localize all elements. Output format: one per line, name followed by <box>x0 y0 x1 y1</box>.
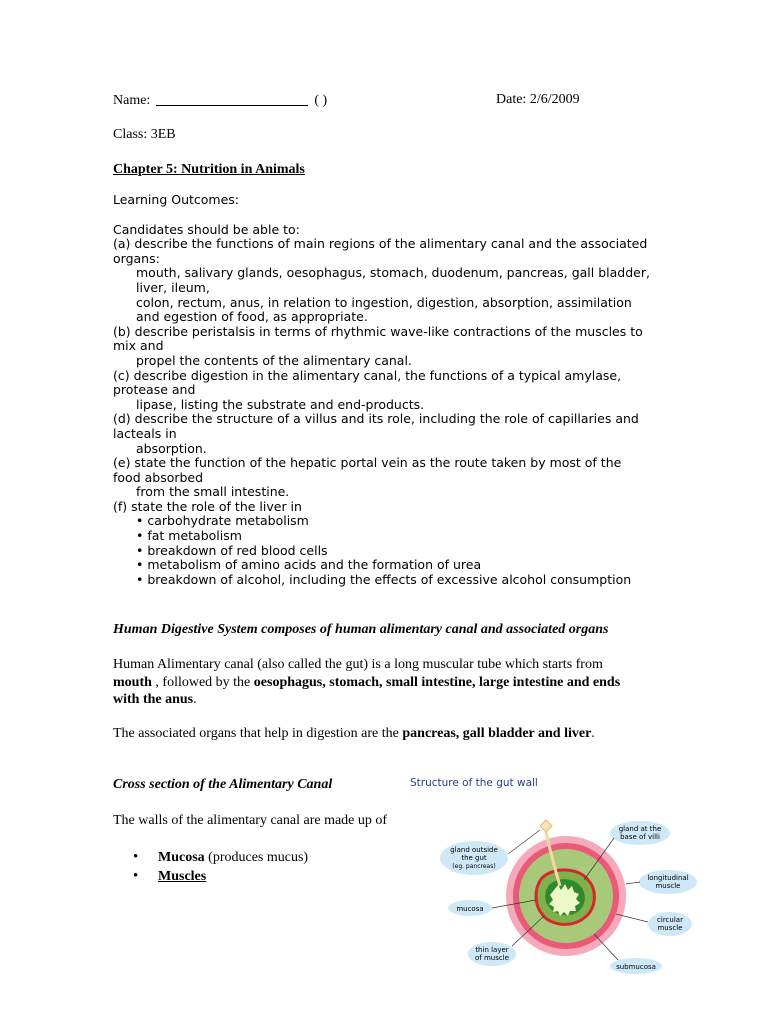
outcome-line: (a) describe the functions of main regions of the alimentary canal and the associated <box>113 236 648 252</box>
assoc-end: . <box>591 726 595 741</box>
label-gland-outside-2: the gut <box>461 854 487 862</box>
outcome-line: colon, rectum, anus, in relation to ingestion, digestion, absorption, assimilation <box>136 294 632 310</box>
diagram-title: Structure of the gut wall <box>410 777 538 789</box>
outcome-line: (f) state the role of the liver in <box>113 498 302 514</box>
label-gland-outside-3: (eg. pancreas) <box>452 863 496 870</box>
associated-organs-paragraph <box>113 726 673 742</box>
label-thin-1: thin layer <box>475 946 509 954</box>
pointer-longitudinal <box>626 882 640 884</box>
outcome-line: • breakdown of alcohol, including the effects of excessive alcohol consumption <box>136 571 632 587</box>
outcome-line: lipase, listing the substrate and end-products. <box>136 396 425 412</box>
chapter-title: Chapter 5: Nutrition in Animals <box>113 162 305 177</box>
outcome-line: organs: <box>113 250 160 266</box>
outcome-line: absorption. <box>136 440 207 456</box>
name-blank[interactable] <box>156 92 308 106</box>
gut-intro: Human Alimentary canal (also called the gut) is a long muscular tube which starts from <box>113 657 603 672</box>
outcome-line: mouth, salivary glands, oesophagus, stomach, duodenum, pancreas, gall bladder, <box>136 265 650 281</box>
label-gland-villi-1: gland at the <box>618 825 662 833</box>
gut-paragraph <box>113 656 643 709</box>
label-thin-2: of muscle <box>475 954 509 962</box>
outcome-line: propel the contents of the alimentary canal. <box>136 352 412 368</box>
outcome-line: • carbohydrate metabolism <box>136 513 309 529</box>
walls-item-mucosa <box>133 848 308 867</box>
walls-item-rest: (produces mucus) <box>204 850 309 865</box>
date-text: Date: 2/6/2009 <box>496 92 580 107</box>
outcome-line: (e) state the function of the hepatic portal vein as the route taken by most of the <box>113 455 622 471</box>
name-label: Name: <box>113 93 151 108</box>
assoc-organs: pancreas, gall bladder and liver <box>402 726 592 741</box>
label-submucosa: submucosa <box>616 963 656 971</box>
walls-paragraph: The walls of the alimentary canal are made up of <box>113 813 388 828</box>
label-gland-outside-1: gland outside <box>450 846 498 854</box>
outcome-line: from the small intestine. <box>136 484 290 500</box>
walls-list <box>133 848 308 886</box>
outcome-line: (d) describe the structure of a villus and its role, including the role of capillaries and <box>113 411 639 427</box>
gut-wall-diagram <box>404 770 704 980</box>
assoc-intro: The associated organs that help in digestion are the <box>113 726 403 741</box>
outcomes-heading: Learning Outcomes: <box>113 192 240 207</box>
gland-outside-shape <box>540 820 552 832</box>
outcome-line: liver, ileum, <box>136 279 210 295</box>
outcome-line: (b) describe peristalsis in terms of rhythmic wave-like contractions of the muscles to <box>113 323 643 339</box>
walls-item-bold: Muscles <box>158 869 207 884</box>
gut-mouth: mouth <box>113 674 152 690</box>
section-title: Human Digestive System composes of human alimentary canal and associated organs <box>113 622 609 637</box>
class-text: Class: 3EB <box>113 127 176 142</box>
outcome-line: protease and <box>113 382 196 398</box>
label-longitudinal-2: muscle <box>655 882 681 890</box>
label-mucosa: mucosa <box>456 905 484 913</box>
gut-middle: , followed by the <box>151 674 254 690</box>
outcome-line: • fat metabolism <box>136 528 242 544</box>
outcome-line: • metabolism of amino acids and the formation of urea <box>136 557 482 573</box>
gut-organs: oesophagus, stomach, small intestine, large intestine and ends with the anus <box>113 674 621 707</box>
outcome-line: and egestion of food, as appropriate. <box>136 309 368 325</box>
walls-item-bold: Mucosa <box>158 850 205 865</box>
outcome-line: • breakdown of red blood cells <box>136 542 328 558</box>
label-gland-villi-2: base of villi <box>620 833 660 841</box>
outcome-line: lacteals in <box>113 425 177 441</box>
outcome-line: Candidates should be able to: <box>113 221 300 237</box>
cross-section-title: Cross section of the Alimentary Canal <box>113 777 333 792</box>
label-circular-2: muscle <box>657 924 683 932</box>
learning-outcomes <box>113 193 658 587</box>
name-line <box>113 92 327 109</box>
walls-item-muscles <box>133 867 308 886</box>
label-longitudinal-1: longitudinal <box>647 874 689 882</box>
outcome-line: (c) describe digestion in the alimentary canal, the functions of a typical amylase, <box>113 367 622 383</box>
outcome-line: food absorbed <box>113 469 204 485</box>
gut-end: . <box>193 692 197 707</box>
label-circular-1: circular <box>657 916 683 924</box>
outcome-lines <box>113 223 658 588</box>
outcome-line: mix and <box>113 338 164 354</box>
register-number-paren: ( ) <box>314 93 328 108</box>
